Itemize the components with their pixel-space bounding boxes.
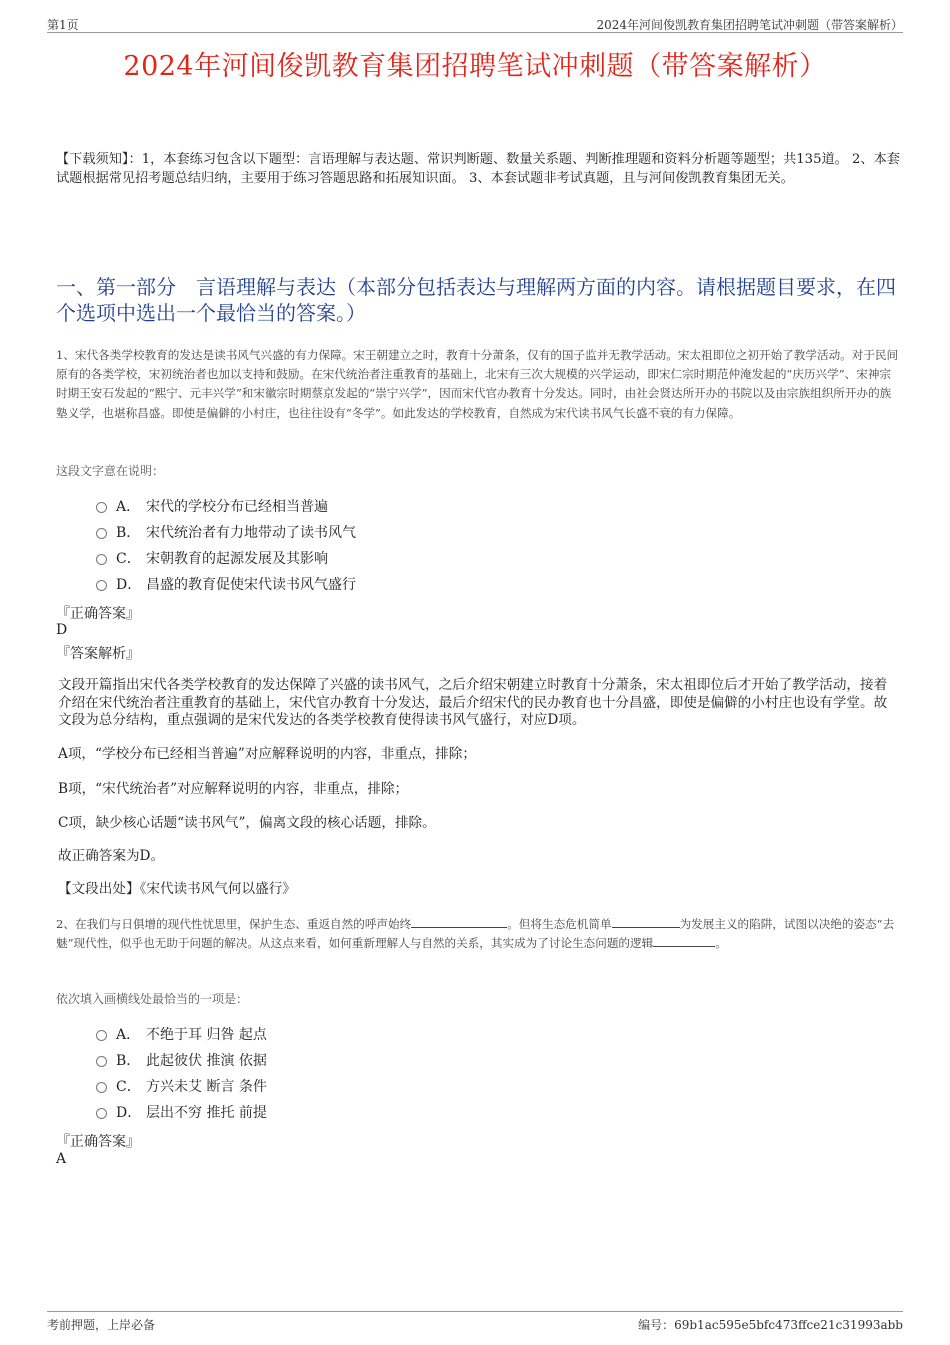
header-doc-title: 2024年河间俊凯教育集团招聘笔试冲刺题（带答案解析）: [596, 18, 903, 32]
download-notice: 【下载须知】：1，本套练习包含以下题型：言语理解与表达题、常识判断题、数量关系题、判断推理题和资料分析题等题型；共135道。 2、本套试题根据常见招考题总结归纳，主要用于练习答题思路和拓展知识面。 3、本套试题非考试真题，且与河间俊凯教育集团无关。: [56, 152, 900, 186]
analysis-conclusion: 故正确答案为D。: [58, 848, 165, 864]
option-d[interactable]: D． 昌盛的教育促使宋代读书风气盛行: [96, 571, 356, 597]
radio-icon[interactable]: [96, 580, 107, 591]
blank-2[interactable]: [612, 916, 680, 928]
option-c[interactable]: C． 方兴未艾 断言 条件: [96, 1073, 267, 1099]
radio-icon[interactable]: [96, 554, 107, 565]
option-a[interactable]: A． 宋代的学校分布已经相当普遍: [96, 493, 356, 519]
option-c[interactable]: C． 宋朝教育的起源发展及其影响: [96, 545, 356, 571]
radio-icon[interactable]: [96, 1056, 107, 1067]
answer-value: D: [56, 622, 68, 638]
option-b[interactable]: B． 此起彼伏 推演 依据: [96, 1047, 267, 1073]
option-a[interactable]: A． 不绝于耳 归咎 起点: [96, 1021, 267, 1047]
option-label: 层出不穷 推托 前提: [146, 1105, 267, 1121]
question-1-text: 1、宋代各类学校教育的发达是读书风气兴盛的有力保障。宋王朝建立之时，教育十分萧条，仅有的国子监并无教学活动。宋太祖即位之初开始了教学活动。对于民间原有的各类学校，宋初统治者也加以支持和鼓励。在宋代统治者注重教育的基础上，北宋有三次大规模的兴学运动，即宋仁宗时期范仲淹发起的“庆历兴学”、宋神宗时期王安石发起的“熙宁、元丰兴学”和宋徽宗时期蔡京发起的“崇宁兴学”，因而宋代官办教育十分发达。同时，由社会贤达所开办的书院以及由宗族组织所开办的族塾义学，也堪称昌盛。即使是偏僻的小村庄，也往往设有“冬学”。如此发达的学校教育，自然成为宋代读书风气长盛不衰的有力保障。: [56, 348, 899, 420]
page-footer: [47, 1311, 903, 1336]
option-label: 宋朝教育的起源发展及其影响: [146, 551, 328, 567]
question-2-text: 2、在我们与日俱增的现代性忧思里，保护生态、重返自然的呼声始终 。但将生态危机简单 为发展主义的陷阱，试图以决绝的姿态“去魅”现代性，似乎也无助于问题的解决。从这点来看，如何重新理解人与自然的关系，其实成为了讨论生态问题的逻辑 。: [56, 917, 895, 951]
option-label: 宋代的学校分布已经相当普遍: [146, 499, 328, 515]
footer-serial: 编号：69b1ac595e5bfc473ffce21c31993abb: [638, 1318, 903, 1332]
option-label: 宋代统治者有力地带动了读书风气: [146, 525, 356, 541]
analysis-note-b: B项，“宋代统治者”对应解释说明的内容，非重点，排除；: [58, 781, 409, 797]
page-header: [47, 14, 903, 33]
option-label: 方兴未艾 断言 条件: [146, 1079, 267, 1095]
page-number: 第1页: [47, 18, 79, 32]
answer-label: 『正确答案』: [56, 1134, 140, 1150]
analysis-text: 文段开篇指出宋代各类学校教育的发达保障了兴盛的读书风气，之后介绍宋朝建立时教育十分萧条，宋太祖即位后才开始了教学活动，接着介绍在宋代统治者注重教育的基础上，宋代官办教育十分发达，最后介绍宋代的民办教育也十分昌盛，即使是偏僻的小村庄也设有学堂。故文段为总分结构，重点强调的是宋代发达的各类学校教育使得读书风气盛行，对应D项。: [58, 677, 888, 729]
radio-icon[interactable]: [96, 528, 107, 539]
answer-value: A: [56, 1151, 67, 1167]
analysis-note-c: C项，缺少核心话题“读书风气”，偏离文段的核心话题，排除。: [58, 815, 436, 831]
option-label: 昌盛的教育促使宋代读书风气盛行: [146, 577, 356, 593]
radio-icon[interactable]: [96, 502, 107, 513]
option-b[interactable]: B． 宋代统治者有力地带动了读书风气: [96, 519, 356, 545]
option-label: 此起彼伏 推演 依据: [146, 1053, 267, 1069]
blank-1[interactable]: [411, 916, 507, 928]
analysis-source: 【文段出处】《宋代读书风气何以盛行》: [58, 881, 296, 897]
question-1-prompt: 这段文字意在说明：: [56, 464, 165, 478]
document-title: 2024年河间俊凯教育集团招聘笔试冲刺题（带答案解析）: [123, 51, 827, 82]
question-2-prompt: 依次填入画横线处最恰当的一项是：: [56, 992, 249, 1006]
section-heading: 一、第一部分 言语理解与表达（本部分包括表达与理解两方面的内容。请根据题目要求，在四个选项中选出一个最恰当的答案。）: [56, 275, 896, 325]
radio-icon[interactable]: [96, 1030, 107, 1041]
analysis-note-a: A项，“学校分布已经相当普遍”对应解释说明的内容，非重点，排除；: [58, 746, 476, 762]
answer-label: 『正确答案』: [56, 606, 140, 622]
question-1-options: [96, 493, 356, 597]
option-label: 不绝于耳 归咎 起点: [146, 1027, 267, 1043]
analysis-label: 『答案解析』: [56, 646, 140, 662]
radio-icon[interactable]: [96, 1108, 107, 1119]
question-2-options: [96, 1021, 267, 1125]
footer-slogan: 考前押题，上岸必备: [47, 1318, 156, 1332]
radio-icon[interactable]: [96, 1082, 107, 1093]
blank-3[interactable]: [653, 935, 715, 947]
option-d[interactable]: D． 层出不穷 推托 前提: [96, 1099, 267, 1125]
